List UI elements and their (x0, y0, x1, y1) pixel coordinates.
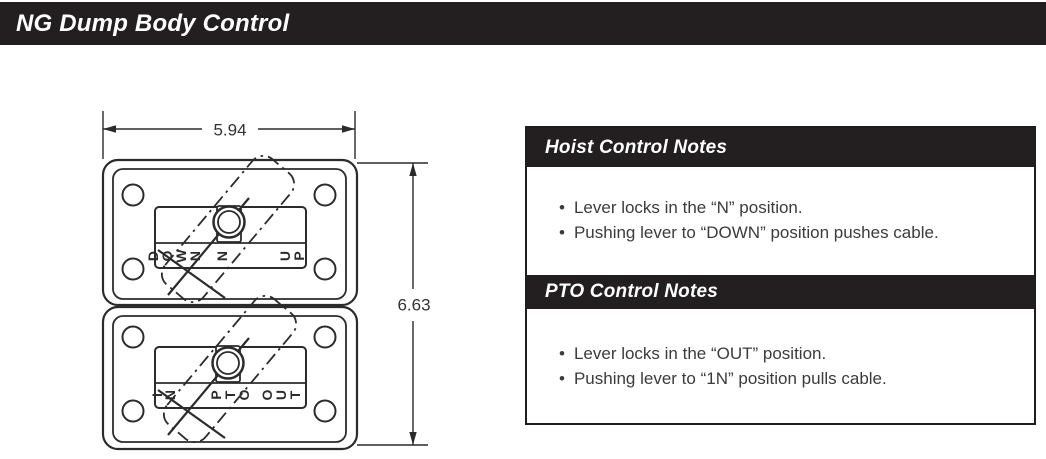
note-bullet (559, 366, 1022, 391)
pto-label-out (259, 389, 303, 400)
pto-plate (103, 290, 357, 449)
note-text: Lever locks in the “OUT” position. (573, 344, 827, 363)
arrowhead-bottom (409, 432, 416, 445)
plate-letter: O (259, 389, 275, 401)
screw-hole (315, 185, 336, 206)
screw-hole (315, 259, 336, 280)
screw-hole (123, 185, 144, 206)
screw-hole (123, 401, 144, 422)
plate-letter: D (145, 250, 161, 262)
plate-letter: U (277, 250, 293, 262)
note-text: Pushing lever to “1N” position pulls cable. (573, 369, 887, 388)
plate-letter: T (222, 390, 238, 400)
plate-letter: I (149, 393, 165, 397)
bullet-icon: • (559, 344, 565, 363)
plate-letter: N (214, 250, 230, 262)
pto-notes-header (527, 275, 1034, 309)
screw-hole (315, 327, 336, 348)
plate-letter: O (159, 250, 175, 262)
screw-hole (123, 259, 144, 280)
dim-height-label: 6.63 (397, 295, 431, 315)
hoist-plate (103, 150, 357, 308)
note-text: Lever locks in the “N” position. (573, 198, 803, 217)
pto-notes-title: PTO Control Notes (545, 281, 718, 302)
screw-hole (123, 327, 144, 348)
plate-letter: W (173, 249, 189, 263)
title-bar (0, 2, 1046, 45)
arrowhead-right (342, 125, 355, 132)
page-title: NG Dump Body Control (16, 9, 290, 37)
arrowhead-top (409, 163, 416, 176)
screw-hole (315, 401, 336, 422)
plate-letter: T (287, 390, 303, 400)
plate-letter: P (291, 251, 307, 261)
note-bullet (559, 220, 1022, 245)
height-dimension (357, 163, 431, 445)
dim-width-label: 5.94 (213, 120, 247, 140)
plate-letter: P (208, 390, 224, 400)
pto-notes-body (527, 309, 1034, 423)
plate-letter: N (187, 250, 203, 262)
plate-letter: O (236, 389, 252, 401)
hoist-label-n (214, 251, 230, 261)
arrowhead-left (103, 125, 116, 132)
control-drawing (0, 100, 520, 459)
notes-panel (525, 126, 1036, 425)
note-bullet (559, 195, 1022, 220)
bullet-icon: • (559, 369, 565, 388)
hoist-notes-body (527, 167, 1034, 275)
note-bullet (559, 341, 1022, 366)
plate-letter: U (273, 389, 289, 401)
note-text: Pushing lever to “DOWN” position pushes cable. (573, 223, 939, 242)
bullet-icon: • (559, 223, 565, 242)
hoist-notes-header (527, 128, 1034, 167)
pto-label-pto (208, 389, 252, 400)
plate-letter: N (162, 389, 178, 401)
hoist-notes-title: Hoist Control Notes (545, 136, 728, 158)
bullet-icon: • (559, 198, 565, 217)
hoist-label-up (277, 251, 307, 261)
width-dimension (103, 111, 355, 159)
